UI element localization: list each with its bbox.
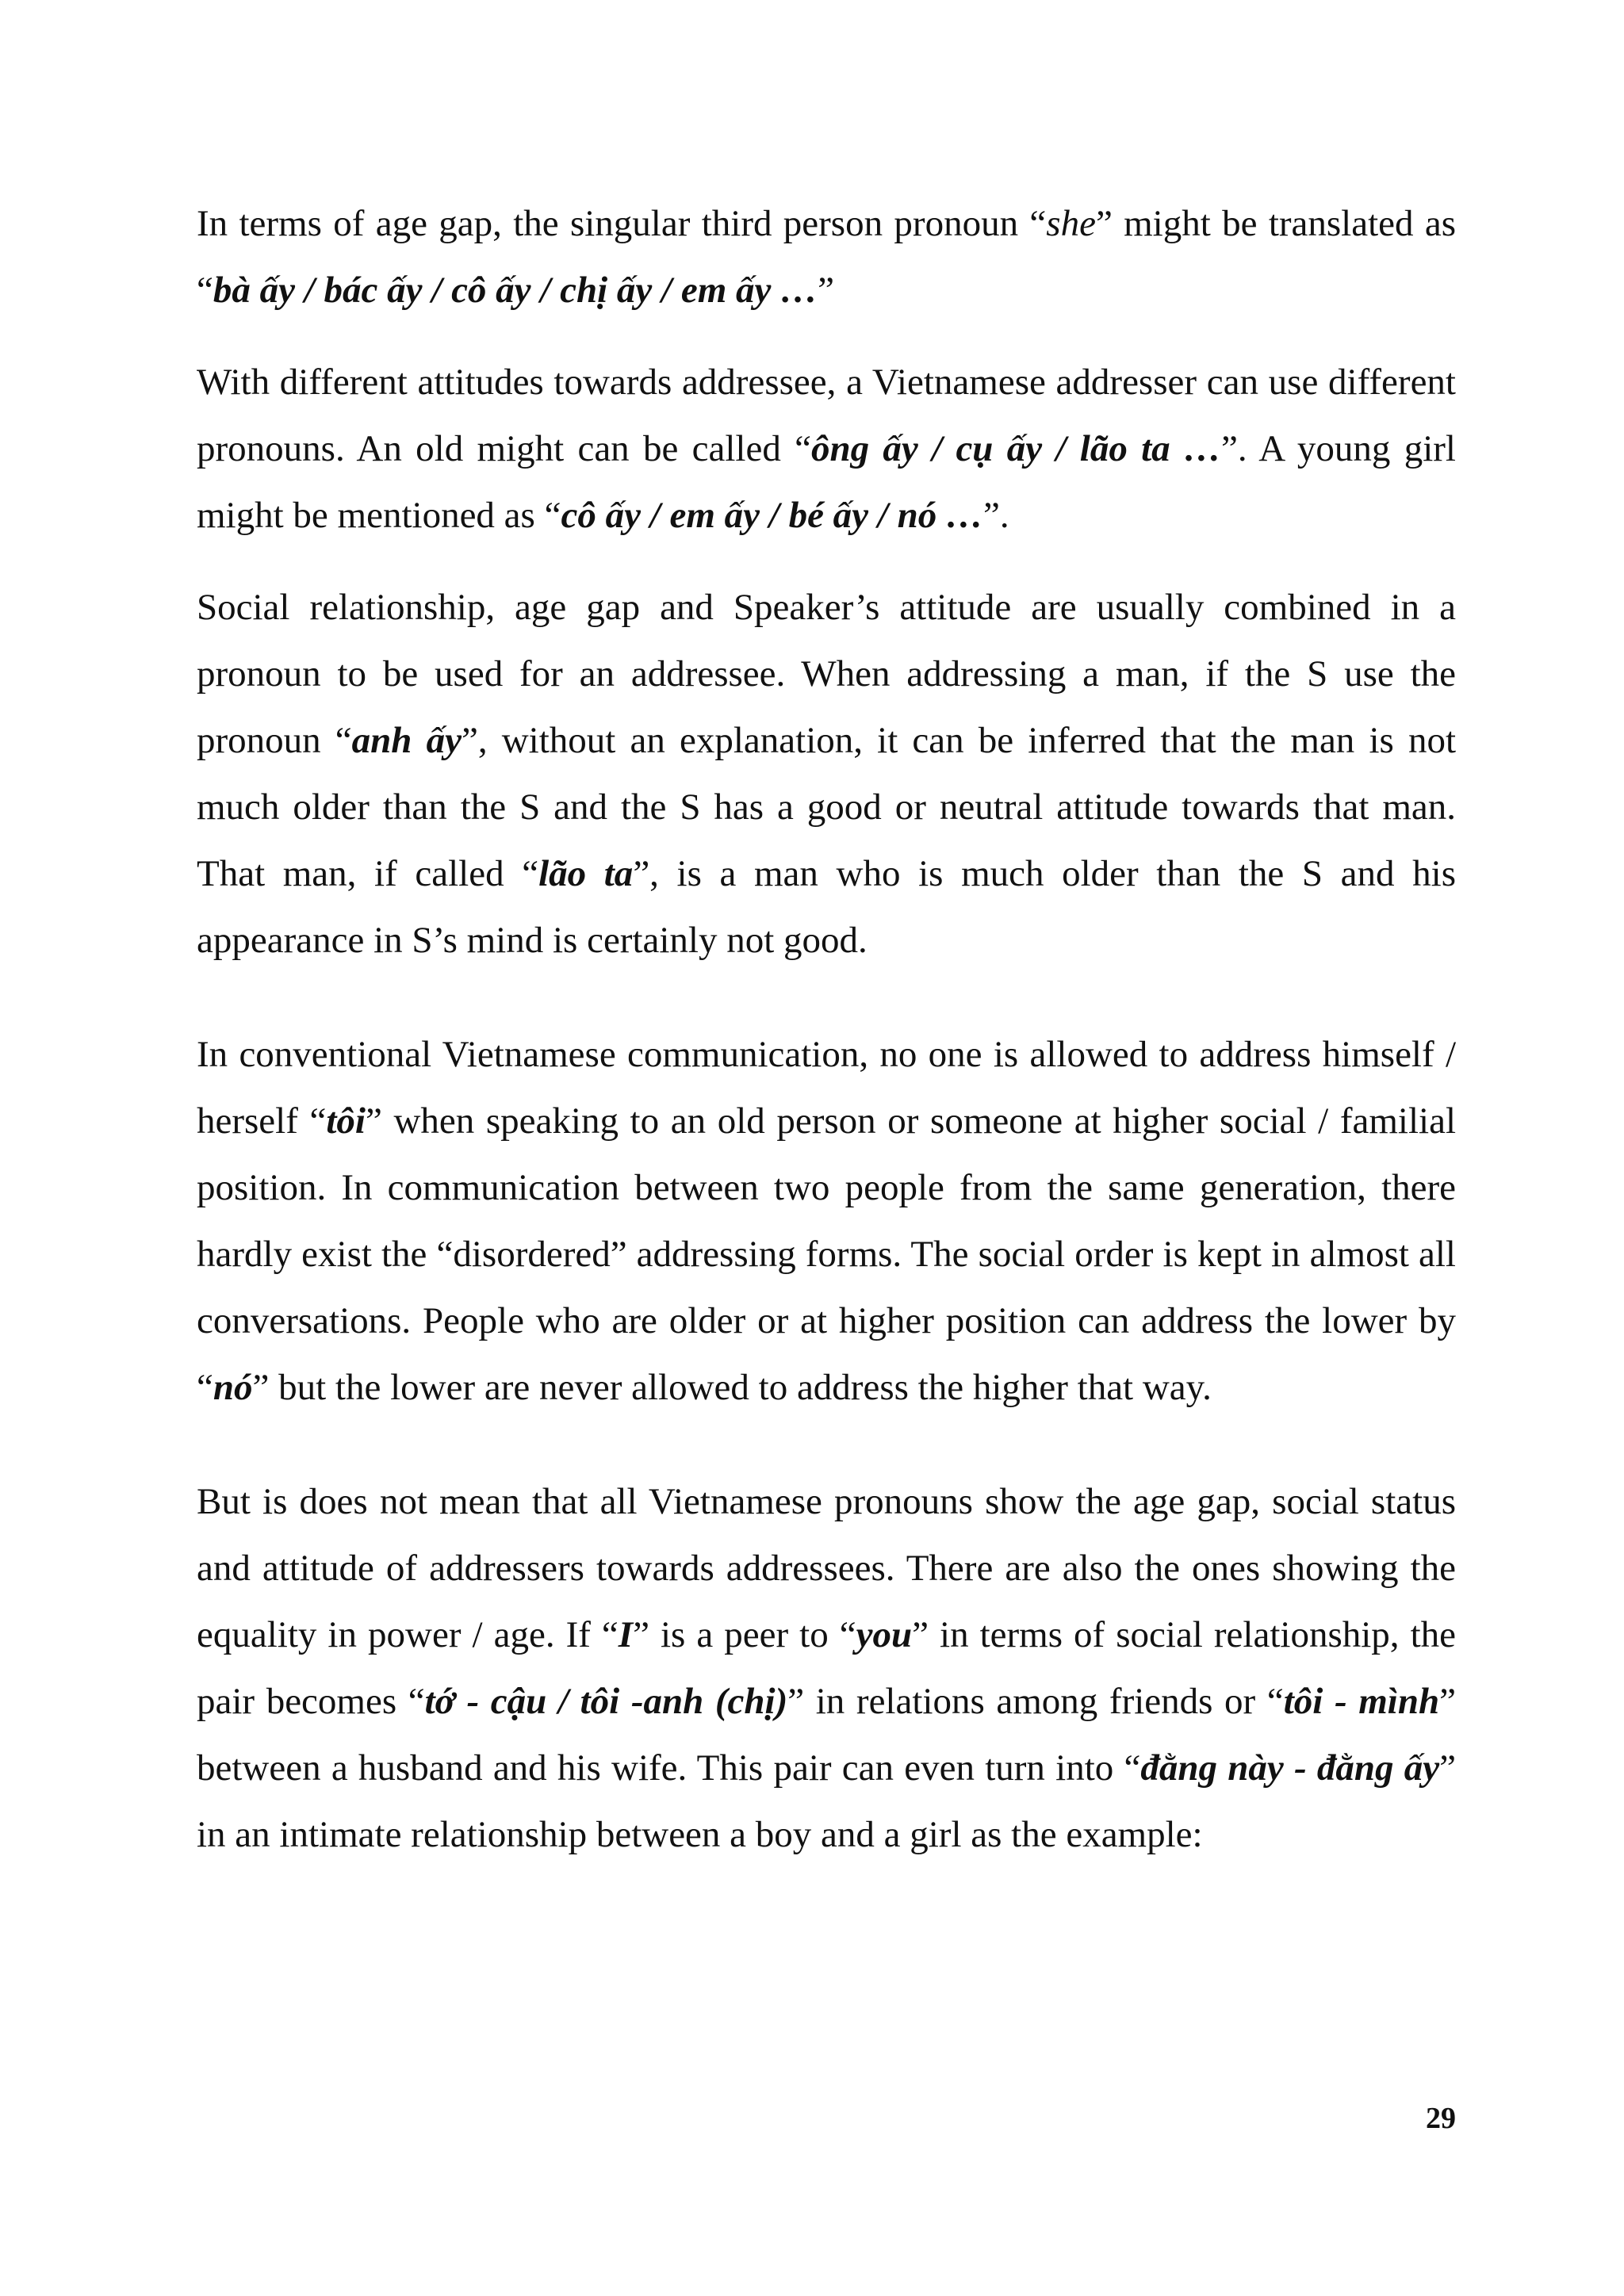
text-run: In terms of age gap, the singular third person pronoun “: [197, 203, 1047, 244]
text-run: ”, is a man who is much older than the S and his appearance in S’s mind is certainly not good.: [197, 853, 1456, 961]
vietnamese-pronoun-pair: tôi - mình: [1283, 1681, 1440, 1722]
text-run: ” when speaking to an old person or someone at higher social / familial position. In communication between two people from the same generation, there hardly exist the “disordered” addressing forms. The social order is kept in almost all conversations. People who are older or at higher position can address the lower by “: [197, 1100, 1457, 1408]
emphasis-she: she: [1046, 203, 1096, 244]
text-run: ” might be translated as “: [197, 203, 1457, 311]
text-run: ” in an intimate relationship between a boy and a girl as the example:: [197, 1747, 1456, 1855]
paragraph-conventional-communication: [197, 1021, 1456, 1421]
text-run: Social relationship, age gap and Speaker’s attitude are usually combined in a pronoun to be used for an addressee. When addressing a man, if the S use the pronoun “: [197, 587, 1456, 761]
text-run: ” between a husband and his wife. This pair can even turn into “: [197, 1681, 1456, 1789]
text-run: ” in terms of social relationship, the pair becomes “: [197, 1614, 1456, 1722]
vietnamese-pronoun: nó: [213, 1367, 253, 1408]
vietnamese-pronoun-pair: đằng này - đằng ấy: [1140, 1747, 1440, 1789]
vietnamese-pronoun: lão ta: [538, 853, 634, 894]
text-run: ”, without an explanation, it can be inferred that the man is not much older than the S and the S has a good or neutral attitude towards that man. That man, if called “: [197, 720, 1457, 894]
text-run: But is does not mean that all Vietnamese pronouns show the age gap, social status and attitude of addressers towards addressees. There are also the ones showing the equality in power / age. If “: [197, 1481, 1456, 1655]
text-run: In conventional Vietnamese communication, no one is allowed to address himself / herself “: [197, 1034, 1456, 1142]
paragraph-equality: [197, 1468, 1456, 1868]
page-number: 29: [1426, 2102, 1456, 2135]
vietnamese-pronoun: anh ấy: [351, 720, 462, 761]
paragraph-age-gap: [197, 190, 1456, 323]
paragraph-attitudes: [197, 349, 1456, 549]
paragraph-social-relationship: [197, 574, 1456, 974]
vietnamese-pronoun-list: ông ấy / cụ ấy / lão ta …: [811, 428, 1221, 469]
text-run: ” but the lower are never allowed to address the higher that way.: [252, 1367, 1212, 1408]
text-run: ” is a peer to “: [633, 1614, 856, 1655]
vietnamese-pronoun-pair: tớ - cậu / tôi -anh (chị): [424, 1681, 788, 1722]
vietnamese-pronoun: tôi: [326, 1100, 366, 1142]
emphasis-i: I: [618, 1614, 634, 1655]
text-run: ”.: [983, 495, 1009, 536]
document-page: [197, 190, 1456, 1868]
text-run: ”: [818, 270, 834, 311]
emphasis-you: you: [856, 1614, 913, 1655]
vietnamese-pronoun-list: bà ấy / bác ấy / cô ấy / chị ấy / em ấy …: [213, 270, 818, 311]
vietnamese-pronoun-list: cô ấy / em ấy / bé ấy / nó …: [561, 495, 983, 536]
text-run: ” in relations among friends or “: [787, 1681, 1284, 1722]
text-run: With different attitudes towards addressee, a Vietnamese addresser can use different pronouns. An old might can be called “: [197, 362, 1456, 469]
text-run: ”. A young girl might be mentioned as “: [197, 428, 1456, 536]
